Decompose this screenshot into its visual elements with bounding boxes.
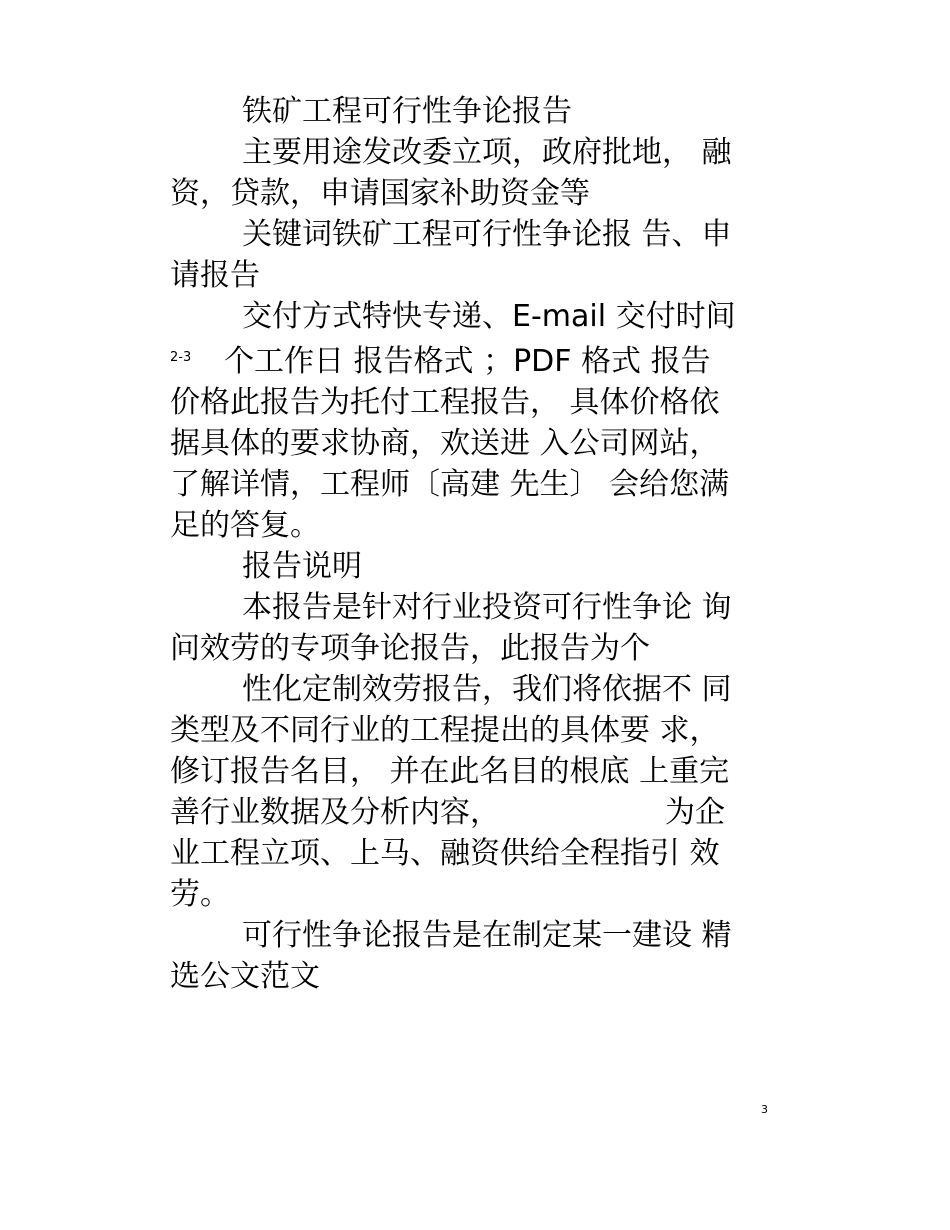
delivery-line-5: 了解详情，工程师〔高建 先生〕 会给您满 — [170, 467, 730, 502]
purpose-line-2: 资，贷款，申请国家补助资金等 — [170, 176, 590, 211]
para2-line-1: 性化定制效劳报告，我们将依据不 同 — [242, 672, 732, 707]
document-title: 铁矿工程可行性争论报告 — [242, 94, 572, 129]
delivery-days-number: 2-3 — [170, 350, 192, 365]
purpose-line-1: 主要用途发改委立项，政府批地， 融 — [242, 135, 732, 170]
delivery-line-3: 价格此报告为托付工程报告， 具体价格依 — [170, 385, 720, 420]
document-body — [170, 91, 770, 997]
para2-line-3: 修订报告名目， 并在此名目的根底 上重完 — [170, 754, 730, 789]
para1-line-1: 本报告是针对行业投资可行性争论 询 — [242, 590, 732, 625]
para2-line-5: 业工程立项、上马、融资供给全程指引 效 — [170, 836, 720, 871]
para3-line-1: 可行性争论报告是在制定某一建设 精 — [242, 918, 732, 953]
keywords-line-1: 关键词铁矿工程可行性争论报 告、申 — [242, 217, 732, 252]
delivery-line-2-text: 个工作日 报告格式 ；PDF 格式 报告 — [224, 344, 711, 379]
para1-line-2: 问效劳的专项争论报告，此报告为个 — [170, 631, 650, 666]
delivery-line-2 — [170, 337, 770, 382]
keywords-line-2: 请报告 — [170, 258, 260, 293]
delivery-line-4: 据具体的要求协商，欢送进 入公司网站， — [170, 426, 720, 461]
delivery-line-1: 交付方式特快专递、E-mail 交付时间 — [242, 299, 736, 334]
para2-line-4 — [170, 792, 770, 833]
section-heading: 报告说明 — [242, 549, 362, 584]
para2-line-4a: 善行业数据及分析内容， — [170, 795, 500, 830]
delivery-line-6: 足的答复。 — [170, 508, 320, 543]
para3-line-2: 选公文范文 — [170, 959, 320, 994]
para2-line-2: 类型及不同行业的工程提出的具体要 求， — [170, 713, 720, 748]
page-number: 3 — [761, 1103, 768, 1116]
para2-line-4b: 为企 — [665, 795, 725, 830]
para2-line-6: 劳。 — [170, 877, 230, 912]
